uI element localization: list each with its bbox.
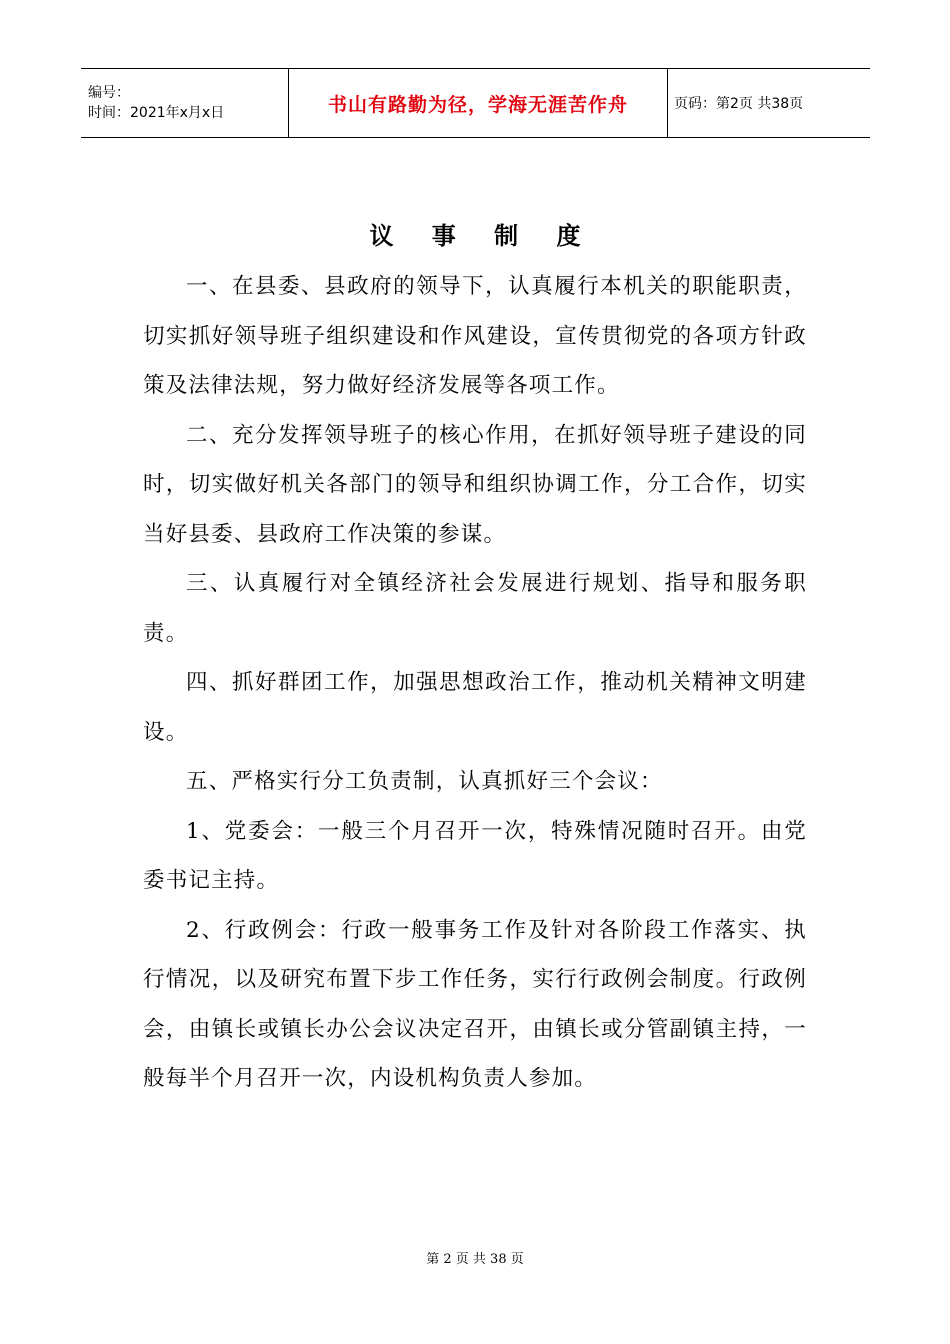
paragraph: 五、严格实行分工负责制，认真抓好三个会议： [186,769,663,794]
document-title: 议 事 制 度 [369,222,596,250]
time-label: 时间：2021年x月x日 [88,105,225,121]
paragraph: 一、在县委、县政府的领导下，认真履行本机关的职能职责，切实抓好领导班子组织建设和作风建设，宣传贯彻党的各项方针政策及法律法规，努力做好经济发展等各项工作。 [143,274,807,398]
paragraph: 1、党委会：一般三个月召开一次，特殊情况随时召开。由党委书记主持。 [143,818,807,893]
document-body [143,262,807,1104]
header-meta [81,69,289,137]
paragraph: 二、充分发挥领导班子的核心作用，在抓好领导班子建设的同时，切实做好机关各部门的领导和组织协调工作，分工合作，切实当好县委、县政府工作决策的参谋。 [143,422,807,547]
number-label: 编号： [88,85,130,101]
document-header [81,68,870,138]
header-page-info: 页码：第2页 共38页 [674,96,804,112]
paragraph: 四、抓好群团工作，加强思想政治工作，推动机关精神文明建设。 [143,670,807,745]
paragraph: 2、行政例会：行政一般事务工作及针对各阶段工作落实、执行情况，以及研究布置下步工作任务，实行行政例会制度。行政例会，由镇长或镇长办公会议决定召开，由镇长或分管副镇主持，一般每半个月召开一次，内设机构负责人参加。 [143,917,807,1091]
header-motto: 书山有路勤为径，学海无涯苦作舟 [289,69,668,137]
paragraph: 三、认真履行对全镇经济社会发展进行规划、指导和服务职责。 [143,571,807,646]
page-footer: 第 2 页 共 38 页 [426,1252,524,1267]
